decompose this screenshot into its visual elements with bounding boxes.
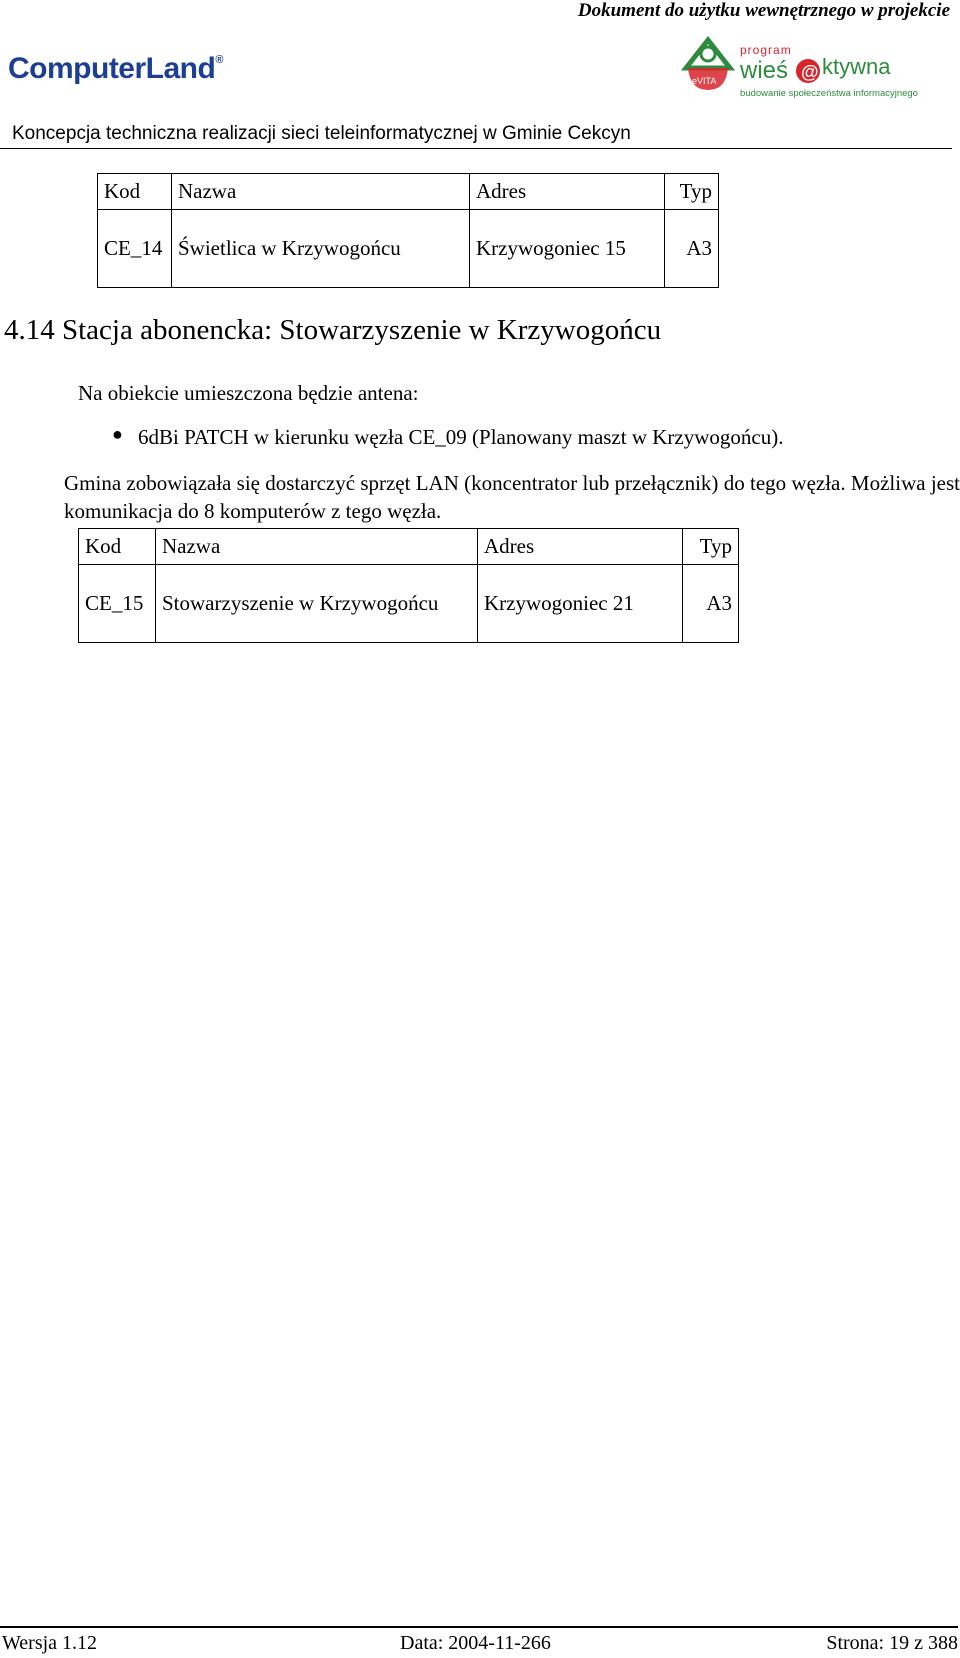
program-label: program xyxy=(740,43,792,57)
svg-text:@: @ xyxy=(801,62,819,82)
footer-page: Strona: 19 z 388 xyxy=(826,1632,958,1654)
cell-nazwa: Świetlica w Krzywogońcu xyxy=(172,210,470,288)
cell-adres: Krzywogoniec 21 xyxy=(478,565,683,643)
tagline-label: budowanie społeczeństwa informacyjnego xyxy=(740,88,918,99)
header-adres: Adres xyxy=(470,174,665,210)
header-typ: Typ xyxy=(665,174,719,210)
header-divider xyxy=(0,148,952,149)
header-adres: Adres xyxy=(478,529,683,565)
header-nazwa: Nazwa xyxy=(156,529,478,565)
computerland-logo: ComputerLand® xyxy=(8,52,223,85)
table-row xyxy=(79,565,739,643)
header-kod: Kod xyxy=(98,174,172,210)
wies-label: wieś xyxy=(740,57,789,84)
node-table-ce14 xyxy=(97,173,719,288)
document-title: Koncepcja techniczna realizacji sieci teleinformatycznej w Gminie Cekcyn xyxy=(12,123,631,144)
cell-typ: A3 xyxy=(683,565,739,643)
cell-typ: A3 xyxy=(665,210,719,288)
table-row xyxy=(98,210,719,288)
header-nazwa: Nazwa xyxy=(172,174,470,210)
house-roof-shape xyxy=(686,40,730,68)
document-note: Dokument do użytku wewnętrznego w projekcie xyxy=(577,0,950,21)
header-typ: Typ xyxy=(683,529,739,565)
section-heading: 4.14 Stacja abonencka: Stowarzyszenie w Krzywogońcu xyxy=(4,314,662,346)
evita-label: eVITA xyxy=(692,76,717,86)
cell-adres: Krzywogoniec 15 xyxy=(470,210,665,288)
wies-aktywna-logo xyxy=(678,28,940,104)
cell-kod: CE_15 xyxy=(79,565,156,643)
table-header-row xyxy=(98,174,719,210)
intro-text: Na obiekcie umieszczona będzie antena: xyxy=(78,381,419,405)
header-kod: Kod xyxy=(79,529,156,565)
table-header-row xyxy=(79,529,739,565)
at-sign-shape xyxy=(701,47,715,61)
bullet-text: 6dBi PATCH w kierunku węzła CE_09 (Planowany maszt w Krzywogońcu). xyxy=(138,425,784,449)
footer-divider xyxy=(0,1626,958,1628)
cell-nazwa: Stowarzyszenie w Krzywogońcu xyxy=(156,565,478,643)
paragraph-text: Gmina zobowiązała się dostarczyć sprzęt LAN (koncentrator lub przełącznik) do tego węzła. Możliwa jest komunikacja do 8 komputerów z tego węzła. xyxy=(64,471,960,523)
bullet-icon: ● xyxy=(112,424,123,444)
computerland-logo-text: ComputerLand xyxy=(8,52,216,85)
cell-kod: CE_14 xyxy=(98,210,172,288)
footer-date: Data: 2004-11-266 xyxy=(400,1632,551,1654)
aktywna-label: ktywna xyxy=(822,54,891,79)
footer-version: Wersja 1.12 xyxy=(2,1632,98,1654)
node-table-ce15 xyxy=(78,528,739,643)
